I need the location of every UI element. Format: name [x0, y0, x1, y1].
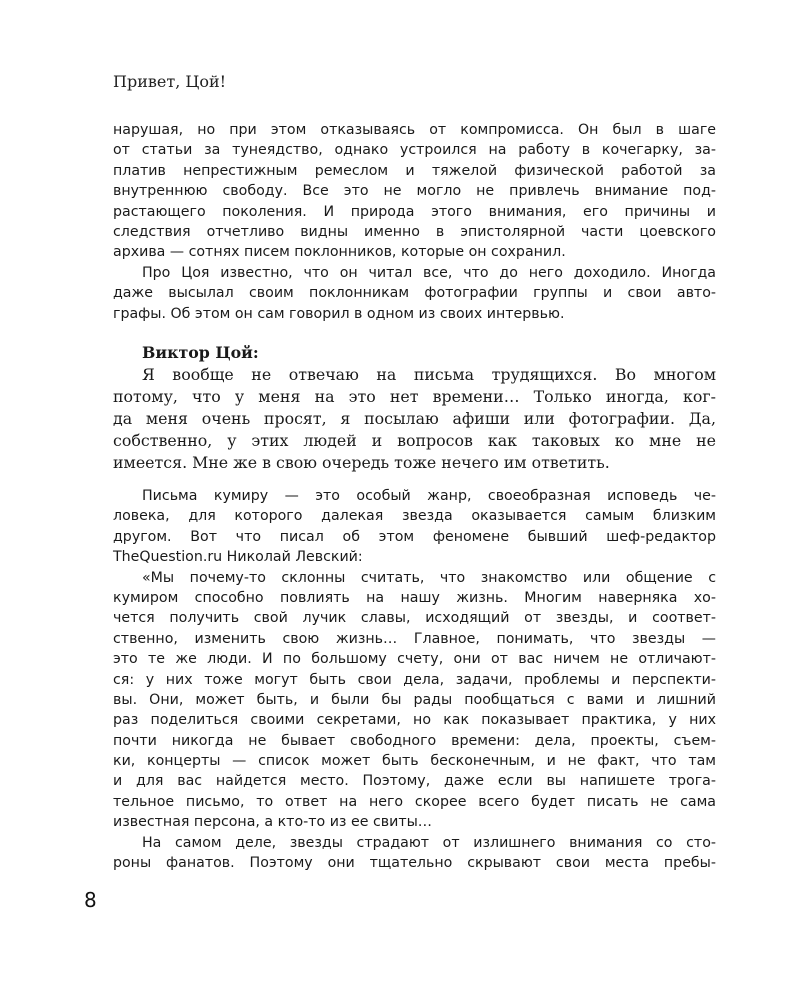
text-line: это те же люди. И по большому счету, они от вас ничем не отличают- — [113, 651, 716, 668]
text-line: ственно, изменить свою жизнь… Главное, понимать, что звезды — — [113, 630, 716, 647]
text-line: ся: у них тоже могут быть свои дела, задачи, проблемы и перспекти- — [113, 671, 716, 688]
quote-speaker: Виктор Цой: — [142, 343, 259, 362]
text-line: и для вас найдется место. Поэтому, даже если вы напишете трога- — [113, 773, 716, 790]
text-line: кумиром способно повлиять на нашу жизнь. Многим наверняка хо- — [113, 589, 716, 606]
text-line: тельное письмо, то ответ на него скорее всего будет писать не сама — [113, 793, 716, 810]
text-line: следствия отчетливо видны именно в эпистолярной части цоевского — [113, 223, 716, 240]
text-line: TheQuestion.ru Николай Левский: — [113, 549, 363, 566]
text-line: раз поделиться своими секретами, но как показывает практика, у них — [113, 712, 716, 729]
text-line: платив непрестижным ремеслом и тяжелой физической работой за — [113, 162, 716, 179]
text-line: даже высылал своим поклонникам фотографии группы и свои авто- — [113, 285, 716, 302]
paragraph-block-1 — [113, 120, 716, 324]
page-number: 8 — [84, 888, 97, 912]
text-line: графы. Об этом он сам говорил в одном из своих интервью. — [113, 305, 565, 322]
text-line: растающего поколения. И природа этого внимания, его причины и — [113, 203, 716, 220]
text-line: «Мы почему-то склонны считать, что знакомство или общение с — [142, 569, 716, 586]
text-line: Про Цоя известно, что он читал все, что до него доходило. Иногда — [142, 264, 716, 281]
text-line: архива — сотнях писем поклонников, которые он сохранил. — [113, 244, 566, 261]
quote-line: потому, что у меня на это нет времени… Только иногда, ког- — [113, 387, 716, 406]
text-line: Письма кумиру — это особый жанр, своеобразная исповедь че- — [142, 488, 716, 504]
text-line: внутреннюю свободу. Все это не могло не привлечь внимание под- — [113, 183, 716, 200]
paragraph-block-2 — [113, 486, 716, 873]
text-line: ки, концерты — список может быть бесконечным, и не факт, что там — [113, 753, 716, 770]
quote-line: да меня очень просят, я посылаю афиши или фотографии. Да, — [113, 409, 716, 428]
quote-line: собственно, у этих людей и вопросов как таковых ко мне не — [113, 431, 716, 450]
text-line: чется получить свой лучик славы, исходящий от звезды, и соответ- — [113, 610, 716, 627]
text-line: нарушая, но при этом отказываясь от компромисса. Он был в шаге — [113, 122, 716, 138]
text-line: другом. Вот что писал об этом феномене бывший шеф-редактор — [113, 528, 716, 545]
running-header: Привет, Цой! — [113, 72, 227, 91]
text-line: известная персона, а кто-то из ее свиты… — [113, 814, 432, 831]
text-line: от статьи за тунеядство, однако устроился на работу в кочегарку, за- — [113, 142, 716, 159]
text-line: ловека, для которого далекая звезда оказывается самым близким — [113, 508, 716, 525]
interview-quote — [113, 342, 716, 474]
quote-line: имеется. Мне же в свою очередь тоже нечего им ответить. — [113, 453, 610, 472]
text-line: вы. Они, может быть, и были бы рады пообщаться с вами и лишний — [113, 691, 716, 708]
quote-line: Я вообще не отвечаю на письма трудящихся. Во многом — [142, 365, 716, 384]
text-line: На самом деле, звезды страдают от излишнего внимания со сто- — [142, 834, 716, 851]
text-line: роны фанатов. Поэтому они тщательно скрывают свои места пребы- — [113, 855, 716, 872]
text-line: почти никогда не бывает свободного времени: дела, проекты, съем- — [113, 732, 716, 749]
